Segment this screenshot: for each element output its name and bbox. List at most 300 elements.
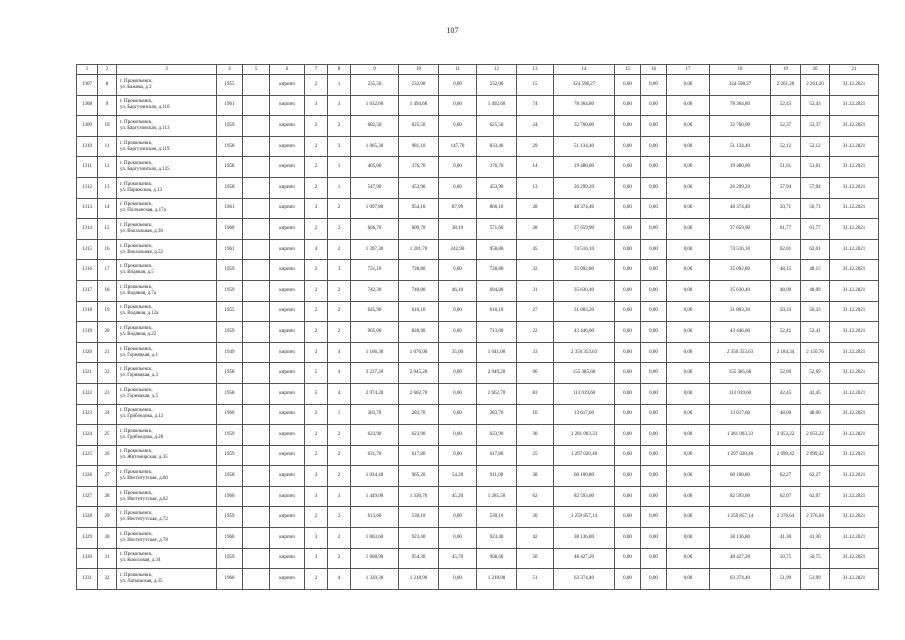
column-number-header: 17	[667, 65, 710, 75]
cell-c14: 1 281 003,33	[554, 425, 615, 446]
cell-c14: 51 134,40	[554, 136, 615, 157]
column-number-header: 12	[477, 65, 517, 75]
cell-c1: 1313	[77, 198, 98, 219]
cell-c4: 1959	[217, 280, 243, 301]
address-line: г. Прокопьевск,	[120, 449, 153, 455]
cell-c11: 0,00	[439, 507, 477, 528]
cell-c6: кирпич	[270, 445, 305, 466]
cell-c11: 0,00	[439, 75, 477, 96]
cell-c7: 2	[305, 280, 328, 301]
table-row	[77, 342, 879, 363]
address-line: г. Прокопьевск,	[120, 161, 153, 167]
cell-c1: 1316	[77, 260, 98, 281]
cell-c11: 45,70	[439, 548, 477, 569]
address-line: ул. Горняцкая, д.5	[120, 393, 159, 399]
cell-c19: 2 099,42	[771, 445, 801, 466]
cell-c10: 2 662,70	[399, 383, 439, 404]
cell-c15: 0,00	[615, 157, 641, 178]
address-line: ул. Институтская, д.72	[120, 517, 168, 523]
cell-c14: 26 299,20	[554, 177, 615, 198]
cell-c18: 1 297 020,46	[710, 445, 771, 466]
cell-c12: 530,10	[477, 507, 517, 528]
cell-c14: 19 480,00	[554, 157, 615, 178]
address-cell	[117, 301, 217, 322]
cell-c14: 32 760,00	[554, 116, 615, 137]
cell-c21: 31.12.2021	[830, 260, 879, 281]
cell-c17: 0,00	[667, 177, 710, 198]
cell-c4: 1958	[217, 363, 243, 384]
cell-c4: 1960	[217, 528, 243, 549]
cell-c15: 0,00	[615, 260, 641, 281]
cell-c14: 78 364,80	[554, 95, 615, 116]
cell-c14: 38 136,80	[554, 528, 615, 549]
cell-c16: 0,00	[641, 219, 667, 240]
address-line: г. Прокопьевск,	[120, 531, 153, 537]
cell-c17: 0,00	[667, 301, 710, 322]
cell-c19: 2 261,20	[771, 75, 801, 96]
cell-c5	[243, 363, 270, 384]
cell-c12: 283,70	[477, 404, 517, 425]
cell-c8: 2	[328, 548, 351, 569]
column-number-header: 20	[801, 65, 830, 75]
cell-c18: 60 100,80	[710, 466, 771, 487]
address-line: ул. Водяная, д.22	[120, 331, 157, 337]
cell-c1: 1320	[77, 342, 98, 363]
cell-c21: 31.12.2021	[830, 198, 879, 219]
cell-c5	[243, 425, 270, 446]
cell-c4: 1959	[217, 445, 243, 466]
cell-c21: 31.12.2021	[830, 528, 879, 549]
cell-c1: 1314	[77, 219, 98, 240]
cell-c10: 923,40	[399, 528, 439, 549]
cell-c5	[243, 569, 270, 590]
cell-c2: 18	[98, 280, 117, 301]
cell-c21: 31.12.2021	[830, 404, 879, 425]
cell-c2: 28	[98, 486, 117, 507]
cell-c16: 0,00	[641, 383, 667, 404]
cell-c9: 283,70	[351, 404, 399, 425]
cell-c17: 0,00	[667, 157, 710, 178]
cell-c12: 232,00	[477, 75, 517, 96]
cell-c7: 3	[305, 548, 328, 569]
cell-c18: 1 281 003,33	[710, 425, 771, 446]
cell-c6: кирпич	[270, 507, 305, 528]
cell-c16: 0,00	[641, 528, 667, 549]
cell-c9: 1 034,40	[351, 466, 399, 487]
address-cell	[117, 486, 217, 507]
table-row	[77, 260, 879, 281]
address-line: ул. Вокзальная, д.30	[120, 228, 163, 234]
cell-c8: 1	[328, 404, 351, 425]
cell-c6: кирпич	[270, 425, 305, 446]
cell-c10: 617,80	[399, 445, 439, 466]
cell-c15: 0,00	[615, 548, 641, 569]
cell-c9: 905,00	[351, 322, 399, 343]
address-cell	[117, 116, 217, 137]
table-row	[77, 239, 879, 260]
cell-c4: 1959	[217, 425, 243, 446]
cell-c20: 2 261,20	[801, 75, 830, 96]
cell-c16: 0,00	[641, 239, 667, 260]
cell-c5	[243, 466, 270, 487]
cell-c6: кирпич	[270, 75, 305, 96]
table-row	[77, 301, 879, 322]
cell-c18: 82 593,00	[710, 486, 771, 507]
cell-c21: 31.12.2021	[830, 507, 879, 528]
cell-c9: 3 237,20	[351, 363, 399, 384]
address-line: г. Прокопьевск,	[120, 305, 153, 311]
cell-c14: 74 516,10	[554, 239, 615, 260]
cell-c13: 31	[517, 280, 554, 301]
cell-c12: 616,10	[477, 301, 517, 322]
cell-c15: 0,00	[615, 445, 641, 466]
cell-c5	[243, 239, 270, 260]
cell-c1: 1317	[77, 280, 98, 301]
cell-c16: 0,00	[641, 157, 667, 178]
cell-c4: 1959	[217, 116, 243, 137]
column-number-header: 8	[328, 65, 351, 75]
cell-c9: 2 974,20	[351, 383, 399, 404]
cell-c13: 38	[517, 466, 554, 487]
cell-c20: 48,00	[801, 404, 830, 425]
cell-c4: 1955	[217, 75, 243, 96]
table-row	[77, 75, 879, 96]
column-number-header: 19	[771, 65, 801, 75]
column-number-header: 3	[117, 65, 217, 75]
cell-c15: 0,00	[615, 569, 641, 590]
table-row	[77, 280, 879, 301]
cell-c17: 0,00	[667, 383, 710, 404]
cell-c10: 623,90	[399, 425, 439, 446]
cell-c5	[243, 404, 270, 425]
cell-c8: 3	[328, 95, 351, 116]
cell-c7: 2	[305, 260, 328, 281]
cell-c17: 0,00	[667, 75, 710, 96]
address-line: ул. Водяная, д.7а	[120, 290, 157, 296]
address-line: г. Прокопьевск,	[120, 264, 153, 270]
cell-c8: 4	[328, 569, 351, 590]
cell-c16: 0,00	[641, 486, 667, 507]
cell-c13: 27	[517, 301, 554, 322]
cell-c12: 958,80	[477, 239, 517, 260]
cell-c7: 2	[305, 569, 328, 590]
cell-c12: 617,80	[477, 445, 517, 466]
table-row	[77, 177, 879, 198]
cell-c15: 0,00	[615, 239, 641, 260]
table-row	[77, 404, 879, 425]
cell-c2: 24	[98, 404, 117, 425]
cell-c13: 28	[517, 198, 554, 219]
cell-c6: кирпич	[270, 177, 305, 198]
cell-c2: 16	[98, 239, 117, 260]
cell-c7: 2	[305, 425, 328, 446]
cell-c12: 713,00	[477, 322, 517, 343]
cell-c16: 0,00	[641, 466, 667, 487]
cell-c15: 0,00	[615, 486, 641, 507]
address-line: ул. Горняцкая, д.3	[120, 373, 159, 379]
cell-c5	[243, 198, 270, 219]
cell-c14: 48 427,20	[554, 548, 615, 569]
cell-c8: 4	[328, 383, 351, 404]
cell-c19: 42,45	[771, 383, 801, 404]
address-cell	[117, 280, 217, 301]
table-row	[77, 116, 879, 137]
address-cell	[117, 75, 217, 96]
address-line: г. Прокопьевск,	[120, 428, 153, 434]
cell-c8: 2	[328, 219, 351, 240]
cell-c18: 51 134,40	[710, 136, 771, 157]
cell-c4: 1955	[217, 301, 243, 322]
cell-c2: 22	[98, 363, 117, 384]
address-line: ул. Вокзальная, д.52	[120, 249, 163, 255]
cell-c2: 26	[98, 445, 117, 466]
cell-c18: 1 259 857,14	[710, 507, 771, 528]
cell-c6: кирпич	[270, 157, 305, 178]
cell-c14: 35 092,80	[554, 260, 615, 281]
cell-c14: 35 630,40	[554, 280, 615, 301]
cell-c18: 35 630,40	[710, 280, 771, 301]
cell-c17: 0,00	[667, 486, 710, 507]
cell-c13: 83	[517, 383, 554, 404]
cell-c8: 2	[328, 239, 351, 260]
cell-c1: 1330	[77, 548, 98, 569]
address-line: г. Прокопьевск,	[120, 202, 153, 208]
address-line: ул. Водяная, д.5	[120, 270, 154, 276]
cell-c16: 0,00	[641, 363, 667, 384]
cell-c2: 27	[98, 466, 117, 487]
cell-c4: 1958	[217, 177, 243, 198]
cell-c6: кирпич	[270, 198, 305, 219]
cell-c4: 1959	[217, 322, 243, 343]
cell-c16: 0,00	[641, 198, 667, 219]
cell-c10: 1 201,70	[399, 239, 439, 260]
cell-c7: 3	[305, 466, 328, 487]
column-number-header: 13	[517, 65, 554, 75]
cell-c20: 2 376,64	[801, 507, 830, 528]
cell-c13: 96	[517, 363, 554, 384]
address-cell	[117, 136, 217, 157]
cell-c6: кирпич	[270, 363, 305, 384]
cell-c16: 0,00	[641, 445, 667, 466]
column-number-header: 7	[305, 65, 328, 75]
cell-c8: 3	[328, 260, 351, 281]
address-cell	[117, 404, 217, 425]
address-line: ул. Институтская, д.62	[120, 496, 168, 502]
table-row	[77, 383, 879, 404]
cell-c7: 2	[305, 404, 328, 425]
column-number-header: 9	[351, 65, 399, 75]
cell-c8: 2	[328, 322, 351, 343]
cell-c15: 0,00	[615, 301, 641, 322]
cell-c21: 31.12.2021	[830, 301, 879, 322]
cell-c1: 1307	[77, 75, 98, 96]
cell-c19: 2 184,34	[771, 342, 801, 363]
cell-c7: 3	[305, 198, 328, 219]
column-number-header: 1	[77, 65, 98, 75]
cell-c19: 50,75	[771, 548, 801, 569]
cell-c8: 4	[328, 363, 351, 384]
cell-c18: 32 760,00	[710, 116, 771, 137]
cell-c4: 1959	[217, 507, 243, 528]
cell-c8: 4	[328, 342, 351, 363]
cell-c19: 48,09	[771, 280, 801, 301]
cell-c15: 0,00	[615, 116, 641, 137]
cell-c16: 0,00	[641, 177, 667, 198]
cell-c13: 29	[517, 136, 554, 157]
cell-c12: 453,90	[477, 177, 517, 198]
cell-c15: 0,00	[615, 280, 641, 301]
table-row	[77, 157, 879, 178]
cell-c6: кирпич	[270, 239, 305, 260]
address-line: ул. Парижская, д.13	[120, 187, 163, 193]
cell-c1: 1331	[77, 569, 98, 590]
address-cell	[117, 383, 217, 404]
cell-c9: 1 320,30	[351, 569, 399, 590]
cell-c5	[243, 219, 270, 240]
address-line: г. Прокопьевск,	[120, 387, 153, 393]
cell-c12: 694,80	[477, 280, 517, 301]
cell-c2: 14	[98, 198, 117, 219]
cell-c10: 1 076,00	[399, 342, 439, 363]
table-body	[77, 75, 879, 590]
column-number-header: 6	[270, 65, 305, 75]
cell-c6: кирпич	[270, 95, 305, 116]
cell-c7: 2	[305, 136, 328, 157]
cell-c17: 0,00	[667, 507, 710, 528]
address-cell	[117, 322, 217, 343]
cell-c19: 51,61	[771, 157, 801, 178]
cell-c7: 5	[305, 363, 328, 384]
cell-c11: 0,00	[439, 177, 477, 198]
cell-c17: 0,00	[667, 466, 710, 487]
cell-c20: 41,30	[801, 528, 830, 549]
cell-c12: 923,40	[477, 528, 517, 549]
cell-c14: 37 659,90	[554, 219, 615, 240]
table-row	[77, 466, 879, 487]
cell-c10: 453,90	[399, 177, 439, 198]
cell-c17: 0,00	[667, 198, 710, 219]
cell-c14: 113 019,60	[554, 383, 615, 404]
cell-c10: 740,80	[399, 280, 439, 301]
address-line: ул. Баргузинская, д.110	[120, 105, 170, 111]
cell-c1: 1315	[77, 239, 98, 260]
cell-c20: 51,61	[801, 157, 830, 178]
cell-c14: 155 385,60	[554, 363, 615, 384]
address-line: г. Прокопьевск,	[120, 78, 153, 84]
cell-c20: 52,43	[801, 95, 830, 116]
cell-c12: 866,10	[477, 198, 517, 219]
column-number-header-row	[77, 65, 879, 75]
cell-c5	[243, 177, 270, 198]
cell-c9: 613,60	[351, 507, 399, 528]
cell-c6: кирпич	[270, 548, 305, 569]
cell-c4: 1961	[217, 239, 243, 260]
cell-c11: 0,00	[439, 404, 477, 425]
address-line: г. Прокопьевск,	[120, 243, 153, 249]
cell-c20: 2 099,42	[801, 445, 830, 466]
cell-c11: 0,00	[439, 425, 477, 446]
cell-c15: 0,00	[615, 75, 641, 96]
cell-c12: 571,60	[477, 219, 517, 240]
address-line: ул. Горняцкая, д.1	[120, 352, 159, 358]
cell-c5	[243, 383, 270, 404]
cell-c5	[243, 445, 270, 466]
cell-c8: 2	[328, 301, 351, 322]
cell-c2: 30	[98, 528, 117, 549]
cell-c12: 623,90	[477, 425, 517, 446]
cell-c8: 2	[328, 425, 351, 446]
column-number-header: 4	[217, 65, 243, 75]
cell-c15: 0,00	[615, 136, 641, 157]
address-line: ул. Баргузинская, д.113	[120, 125, 170, 131]
cell-c21: 31.12.2021	[830, 363, 879, 384]
cell-c11: 0,00	[439, 157, 477, 178]
cell-c19: 51,99	[771, 569, 801, 590]
cell-c20: 2 150,76	[801, 342, 830, 363]
cell-c14: 1 297 020,46	[554, 445, 615, 466]
cell-c7: 2	[305, 322, 328, 343]
address-line: г. Прокопьевск,	[120, 99, 153, 105]
cell-c6: кирпич	[270, 528, 305, 549]
cell-c2: 31	[98, 548, 117, 569]
address-cell	[117, 239, 217, 260]
cell-c1: 1324	[77, 425, 98, 446]
cell-c21: 31.12.2021	[830, 280, 879, 301]
cell-c21: 31.12.2021	[830, 342, 879, 363]
cell-c17: 0,00	[667, 95, 710, 116]
cell-c2: 12	[98, 157, 117, 178]
page-number: 107	[446, 26, 459, 35]
cell-c2: 23	[98, 383, 117, 404]
cell-c5	[243, 486, 270, 507]
cell-c7: 2	[305, 116, 328, 137]
table-row	[77, 548, 879, 569]
cell-c11: 0,00	[439, 528, 477, 549]
cell-c5	[243, 342, 270, 363]
cell-c7: 2	[305, 342, 328, 363]
cell-c7: 2	[305, 75, 328, 96]
cell-c9: 1 065,30	[351, 136, 399, 157]
cell-c21: 31.12.2021	[830, 322, 879, 343]
cell-c18: 113 019,60	[710, 383, 771, 404]
cell-c9: 405,00	[351, 157, 399, 178]
cell-c11: 0,00	[439, 260, 477, 281]
cell-c11: 0,00	[439, 116, 477, 137]
cell-c10: 283,70	[399, 404, 439, 425]
cell-c21: 31.12.2021	[830, 425, 879, 446]
address-line: ул. Баргузинская, д.125	[120, 167, 170, 173]
cell-c10: 376,70	[399, 157, 439, 178]
cell-c8: 3	[328, 486, 351, 507]
cell-c8: 3	[328, 136, 351, 157]
cell-c4: 1958	[217, 383, 243, 404]
cell-c12: 1 492,60	[477, 95, 517, 116]
cell-c11: 0,00	[439, 363, 477, 384]
cell-c19: 2 053,22	[771, 425, 801, 446]
address-cell	[117, 548, 217, 569]
cell-c9: 731,10	[351, 260, 399, 281]
cell-c13: 45	[517, 239, 554, 260]
cell-c16: 0,00	[641, 404, 667, 425]
cell-c13: 14	[517, 157, 554, 178]
cell-c16: 0,00	[641, 136, 667, 157]
address-line: ул. Институтская, д.60	[120, 476, 168, 482]
cell-c12: 625,50	[477, 116, 517, 137]
table-row	[77, 322, 879, 343]
cell-c16: 0,00	[641, 425, 667, 446]
cell-c15: 0,00	[615, 404, 641, 425]
cell-c7: 2	[305, 177, 328, 198]
